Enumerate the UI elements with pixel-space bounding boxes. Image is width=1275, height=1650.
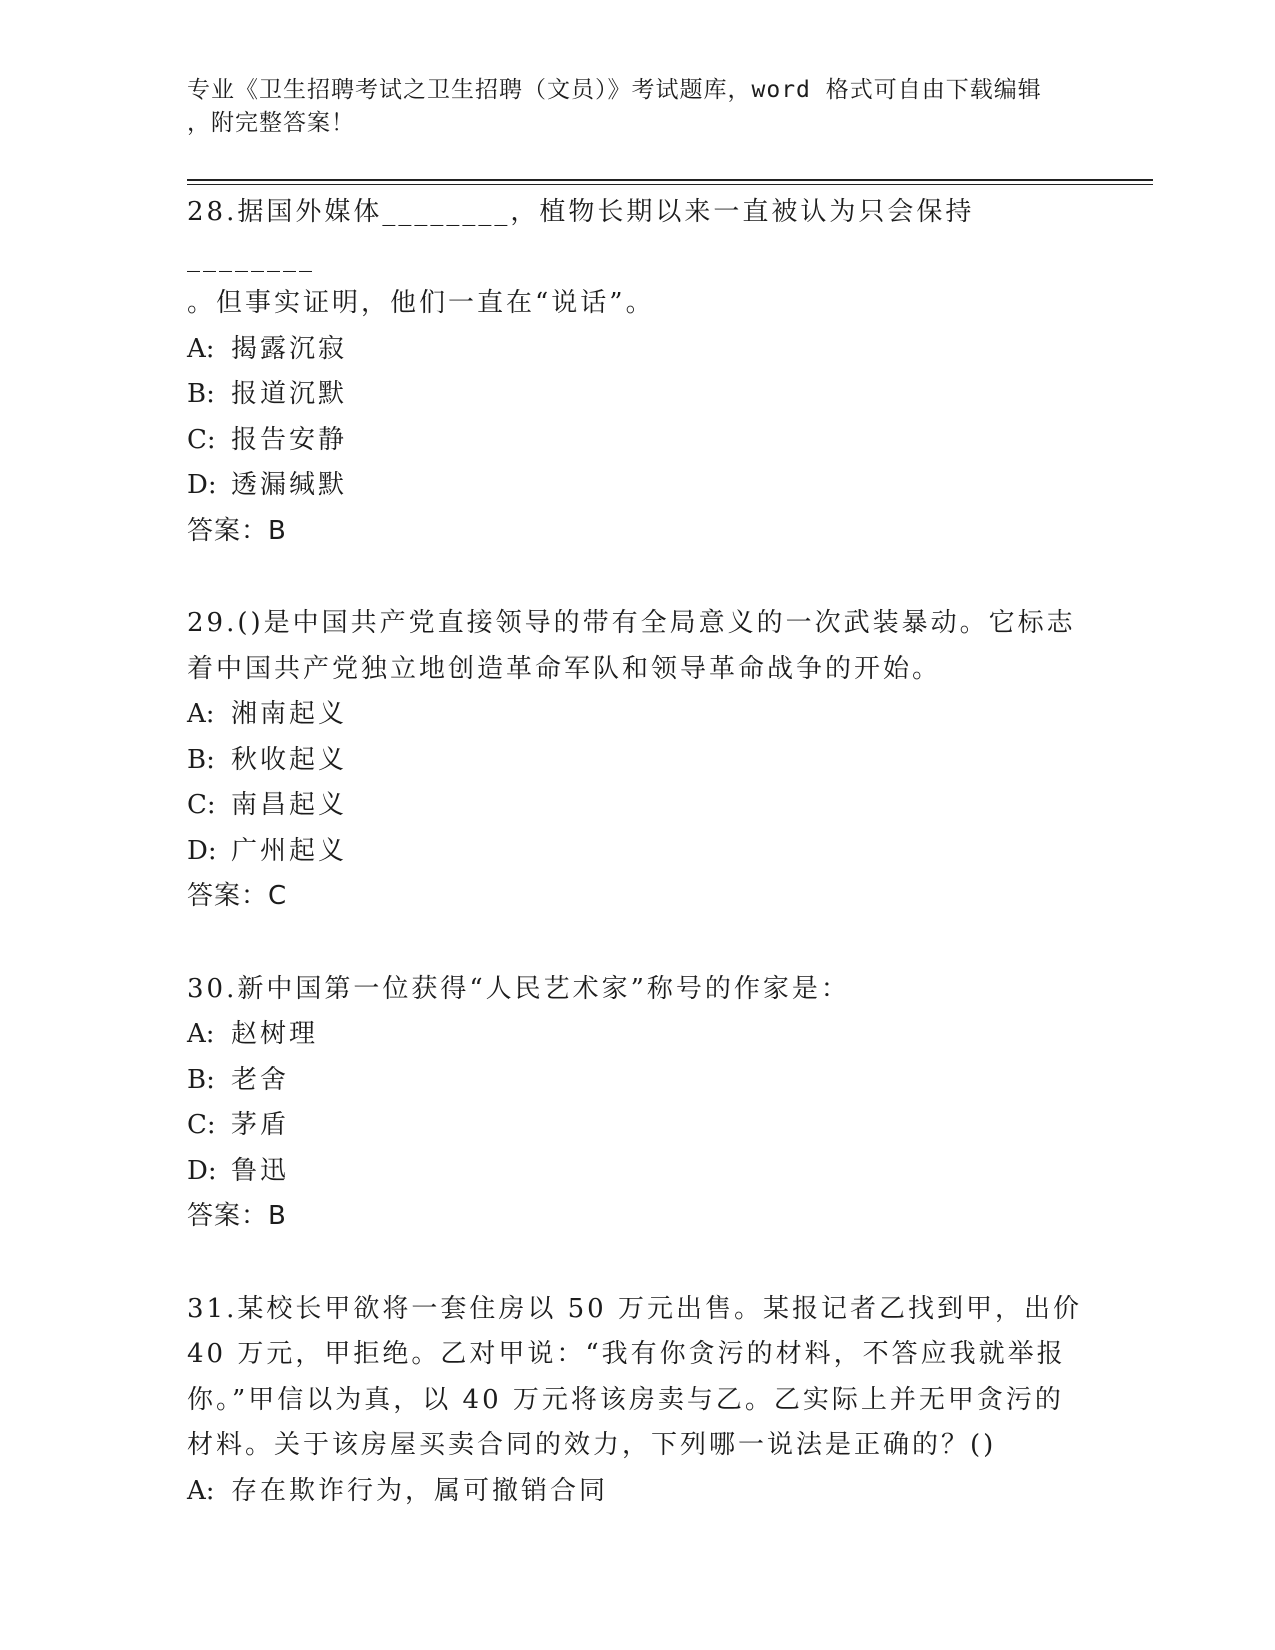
option-c: [187, 418, 1087, 464]
option-text: 报告安静: [231, 424, 348, 455]
question-gap: [187, 920, 1087, 967]
header-line-2: ，附完整答案！: [187, 110, 355, 136]
option-text: 广州起义: [231, 835, 348, 866]
option-a: [187, 692, 1087, 738]
option-key: D:: [187, 470, 217, 500]
option-key: A:: [187, 333, 215, 364]
question-text-line: 40 万元，甲拒绝。乙对甲说：“我有你贪污的材料，不答应我就举报: [187, 1339, 1066, 1369]
answer-text: 答案：B: [187, 515, 287, 546]
option-text: 揭露沉寂: [231, 333, 348, 364]
option-b: [187, 372, 1087, 418]
option-key: A:: [187, 1475, 215, 1506]
question-text-line: 着中国共产党独立地创造革命军队和领导革命战争的开始。: [187, 653, 942, 684]
option-c: [187, 783, 1087, 829]
question-31: [187, 1287, 1087, 1515]
question-gap: [187, 554, 1087, 601]
question-list: [187, 190, 1087, 1514]
option-text: 赵树理: [231, 1019, 319, 1049]
option-b: [187, 738, 1087, 784]
option-text: 报道沉默: [231, 379, 348, 409]
document-header: [187, 74, 1067, 140]
question-text-line: 你。”甲信以为真，以 40 万元将该房卖与乙。乙实际上并无甲贪污的: [187, 1384, 1064, 1415]
question-30: [187, 967, 1087, 1240]
option-key: B:: [187, 744, 215, 775]
option-key: A:: [187, 1019, 215, 1049]
option-text: 鲁迅: [231, 1155, 290, 1186]
question-29: [187, 601, 1087, 920]
option-text: 茅盾: [231, 1110, 290, 1140]
answer-text: 答案：C: [187, 881, 288, 911]
option-text: 存在欺诈行为，属可撤销合同: [231, 1475, 609, 1506]
option-text: 秋收起义: [231, 744, 348, 775]
question-gap: [187, 1240, 1087, 1287]
option-b: [187, 1058, 1087, 1104]
option-a: [187, 1469, 1087, 1515]
question-text-line: 28.据国外媒体________，植物长期以来一直被认为只会保持________: [187, 197, 975, 273]
question-text-line: 。但事实证明，他们一直在“说话”。: [187, 288, 655, 318]
option-key: D:: [187, 1155, 217, 1186]
option-key: B:: [187, 379, 215, 409]
option-key: C:: [187, 424, 216, 455]
option-text: 透漏缄默: [231, 470, 348, 500]
question-text-line: 材料。关于该房屋买卖合同的效力，下列哪一说法是正确的？(): [187, 1430, 997, 1460]
header-line-1: 专业《卫生招聘考试之卫生招聘（文员）》考试题库，word 格式可自由下载编辑: [187, 77, 1042, 103]
option-text: 湘南起义: [231, 699, 348, 729]
option-key: C:: [187, 1110, 216, 1140]
question-28: [187, 190, 1087, 554]
question-text-line: 30.新中国第一位获得“人民艺术家”称号的作家是：: [187, 973, 850, 1004]
option-c: [187, 1103, 1087, 1149]
answer-text: 答案：B: [187, 1201, 287, 1231]
option-d: [187, 463, 1087, 509]
header-rule-thin: [187, 184, 1153, 185]
option-text: 南昌起义: [231, 790, 348, 820]
header-rule-thick: [187, 179, 1153, 181]
question-text-line: 29.()是中国共产党直接领导的带有全局意义的一次武装暴动。它标志: [187, 608, 1076, 638]
option-key: D:: [187, 835, 217, 866]
option-key: C:: [187, 790, 216, 820]
option-a: [187, 327, 1087, 373]
option-d: [187, 1149, 1087, 1195]
question-text-line: 31.某校长甲欲将一套住房以 50 万元出售。某报记者乙找到甲，出价: [187, 1293, 1082, 1324]
option-a: [187, 1012, 1087, 1058]
option-key: A:: [187, 699, 215, 729]
option-key: B:: [187, 1064, 215, 1095]
option-d: [187, 829, 1087, 875]
option-text: 老舍: [231, 1064, 290, 1095]
